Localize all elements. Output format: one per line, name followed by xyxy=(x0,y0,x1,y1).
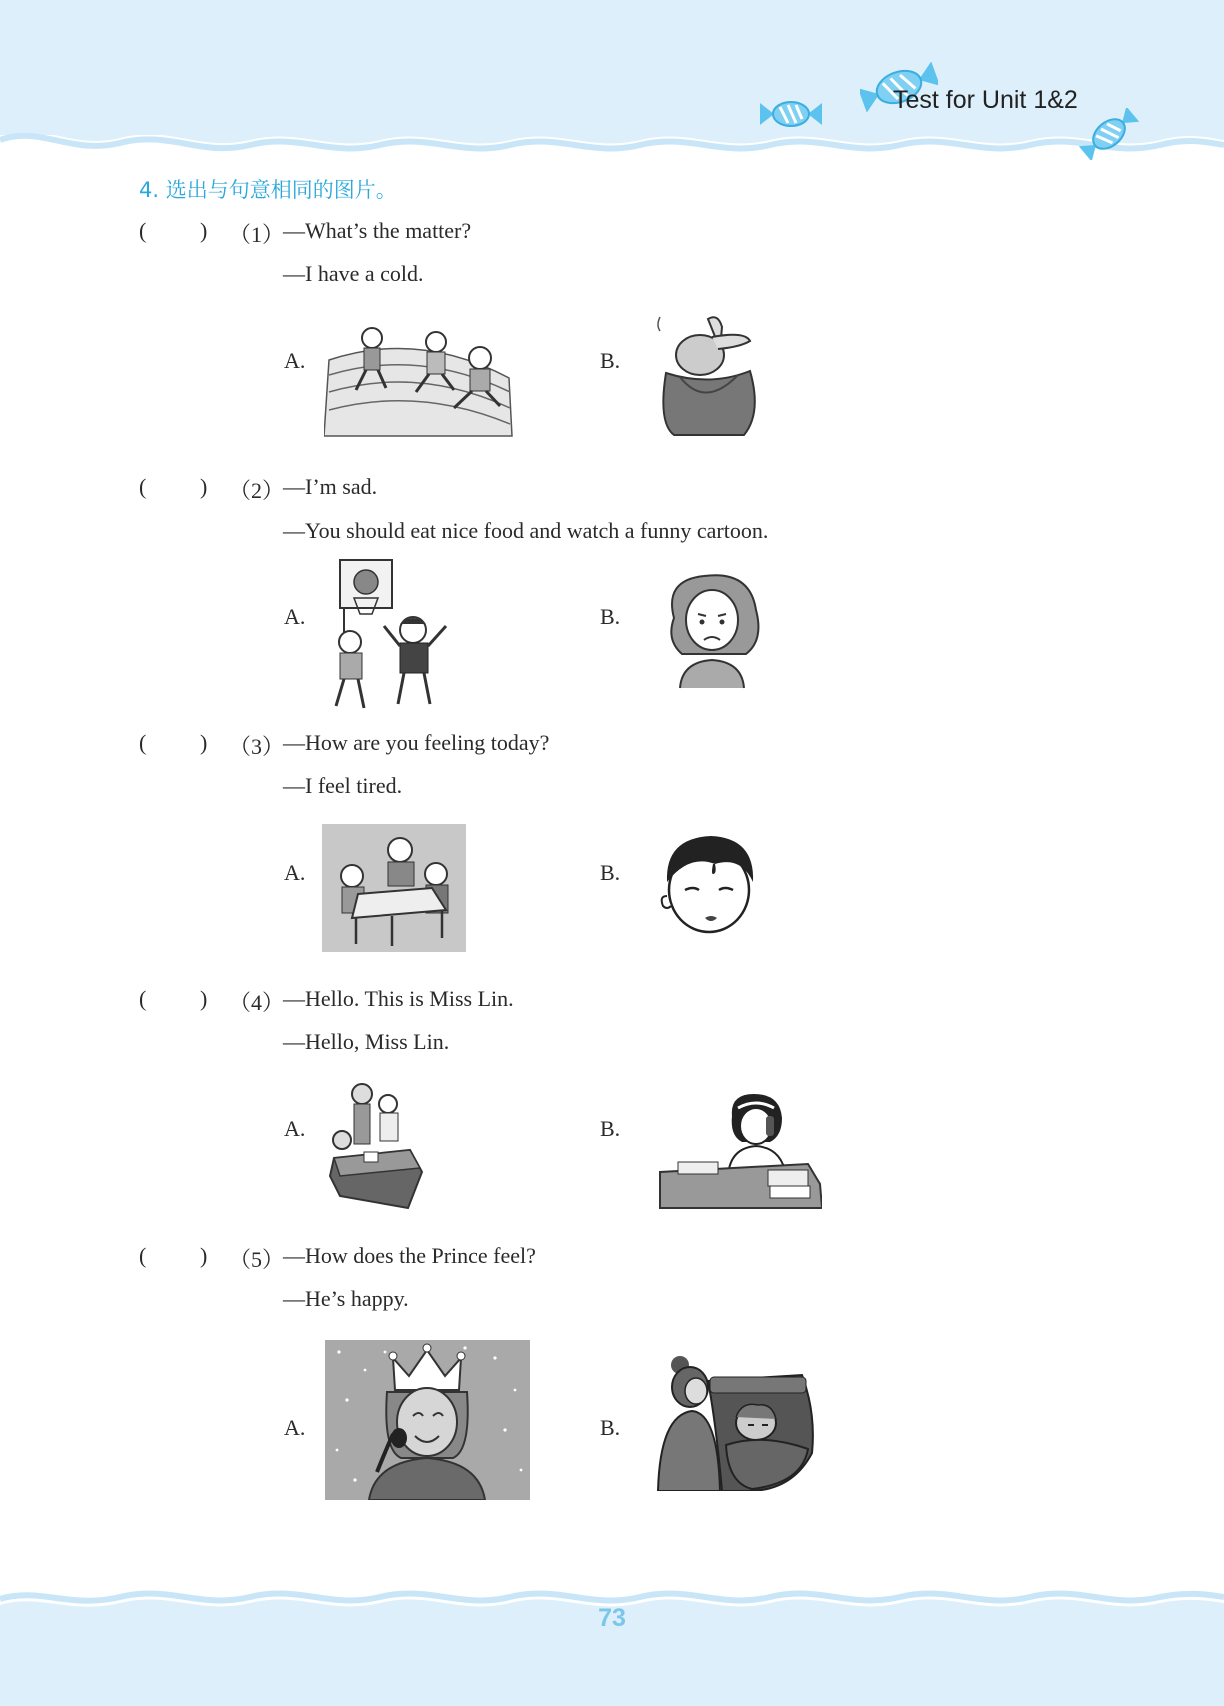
question-line-1: —Hello. This is Miss Lin. xyxy=(283,986,514,1011)
question-line-2: —You should eat nice food and watch a funny cartoon. xyxy=(283,518,769,543)
answer-paren-close: ) xyxy=(200,474,208,499)
answer-paren-open: ( xyxy=(139,474,147,499)
option-a-label: A. xyxy=(284,604,306,629)
option-a-label: A. xyxy=(284,1415,306,1440)
question-line-2: —He’s happy. xyxy=(283,1286,409,1311)
question-line-1: —How does the Prince feel? xyxy=(283,1243,536,1268)
answer-paren-close: ) xyxy=(200,1243,208,1268)
tired-boy-picture xyxy=(655,834,761,936)
answer-paren-open: ( xyxy=(139,1243,147,1268)
option-a-label: A. xyxy=(284,348,306,373)
question-number: （3） xyxy=(229,734,285,759)
answer-paren-close: ) xyxy=(200,218,208,243)
question-line-1: —How are you feeling today? xyxy=(283,730,550,755)
section-title: 4. 选出与句意相同的图片。 xyxy=(139,178,397,202)
candy-icon xyxy=(1078,108,1140,160)
children-at-table-picture xyxy=(322,824,466,952)
answer-paren-close: ) xyxy=(200,730,208,755)
question-number: （2） xyxy=(229,478,285,503)
woman-on-phone-picture xyxy=(658,1092,822,1210)
sad-girl-picture xyxy=(660,570,768,690)
question-number: （5） xyxy=(229,1247,285,1272)
question-line-1: —I’m sad. xyxy=(283,474,378,499)
answer-paren-open: ( xyxy=(139,218,147,243)
question-line-1: —What’s the matter? xyxy=(283,218,472,243)
question-line-2: —I feel tired. xyxy=(283,773,403,798)
answer-paren-open: ( xyxy=(139,986,147,1011)
basketball-boys-picture xyxy=(318,558,458,718)
prince-with-crown-picture xyxy=(325,1340,530,1500)
girl-and-sick-boy-picture xyxy=(652,1353,820,1491)
option-b-label: B. xyxy=(600,604,621,629)
question-number: （4） xyxy=(229,990,285,1015)
question-line-2: —Hello, Miss Lin. xyxy=(283,1029,450,1054)
option-a-label: A. xyxy=(284,1116,306,1141)
page-number: 73 xyxy=(598,1604,626,1632)
rabbit-with-cold-picture xyxy=(650,313,765,438)
option-a-label: A. xyxy=(284,860,306,885)
option-b-label: B. xyxy=(600,348,621,373)
option-b-label: B. xyxy=(600,1116,621,1141)
question-line-2: —I have a cold. xyxy=(283,261,424,286)
option-b-label: B. xyxy=(600,1415,621,1440)
running-children-picture xyxy=(324,320,514,438)
answer-paren-close: ) xyxy=(200,986,208,1011)
people-at-desk-picture xyxy=(326,1080,428,1212)
option-b-label: B. xyxy=(600,860,621,885)
unit-title: Test for Unit 1&2 xyxy=(893,86,1078,114)
question-number: （1） xyxy=(229,222,285,247)
answer-paren-open: ( xyxy=(139,730,147,755)
candy-icon xyxy=(760,95,822,133)
